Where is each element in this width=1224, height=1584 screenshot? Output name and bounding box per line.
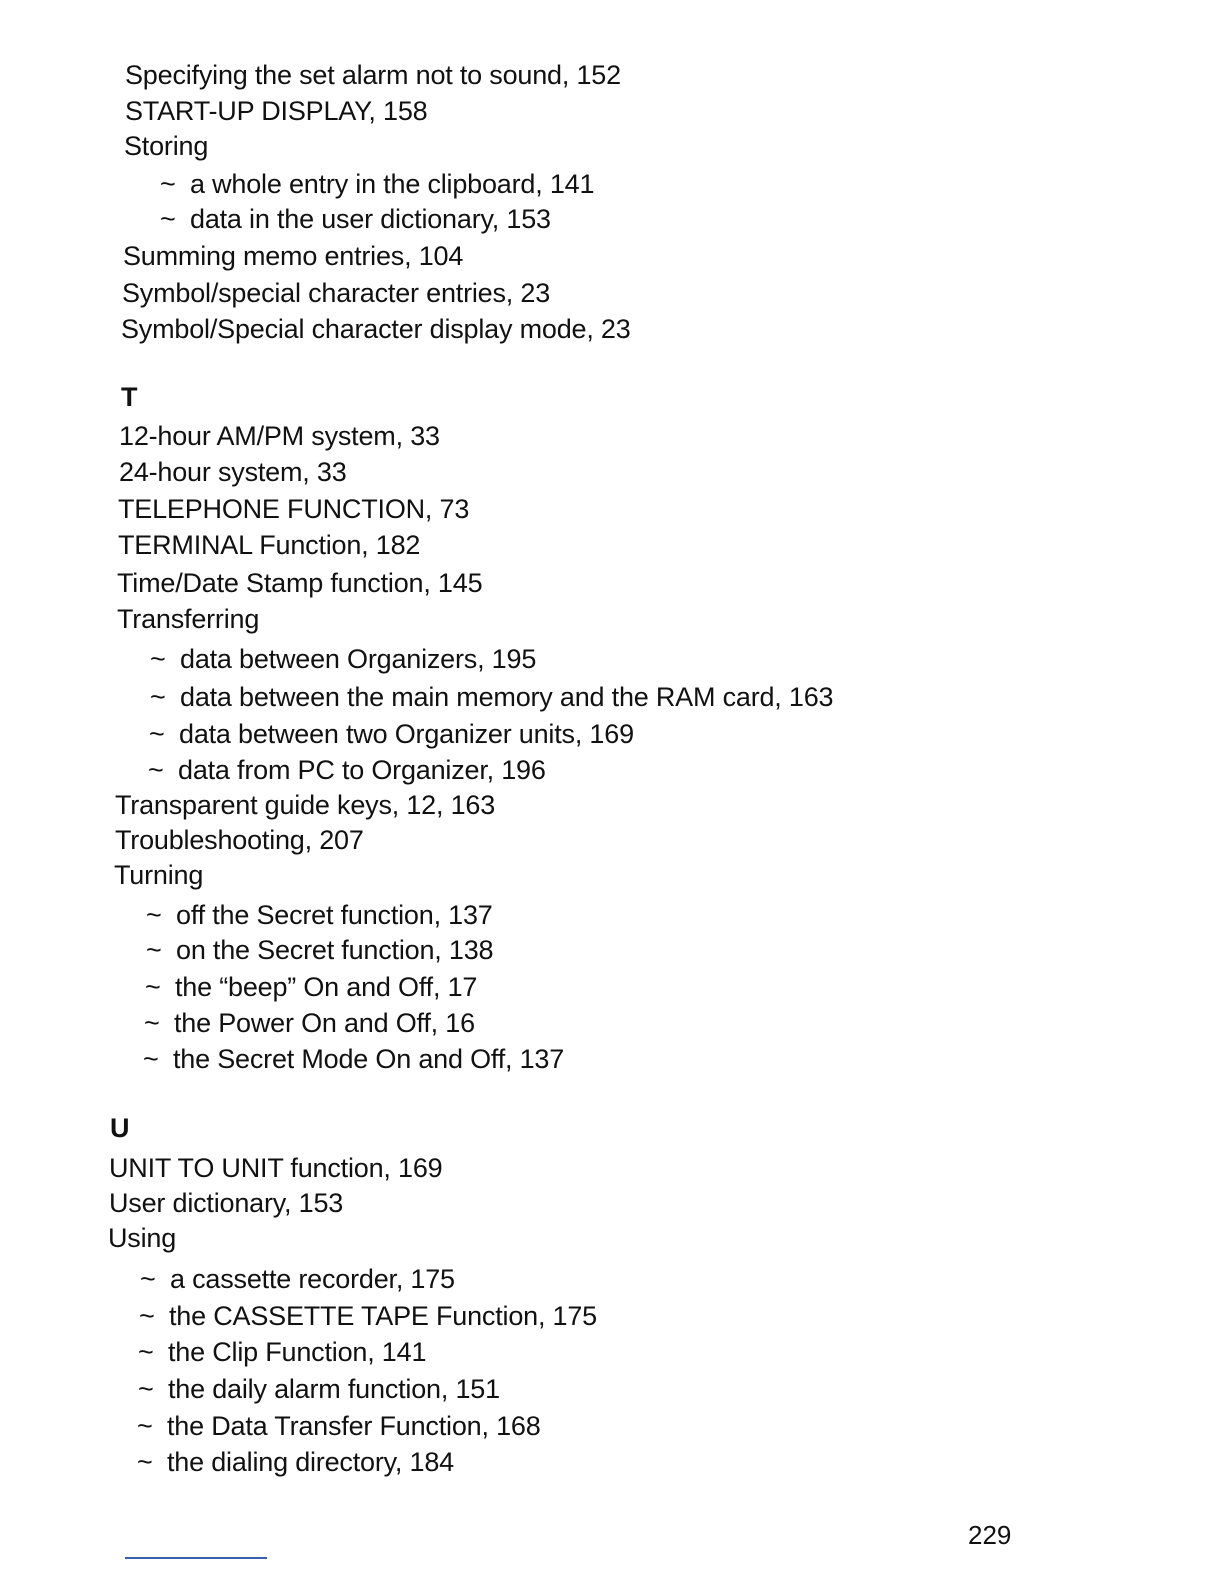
- index-entry: Symbol/Special character display mode, 23: [121, 314, 631, 344]
- index-entry: Transparent guide keys, 12, 163: [115, 790, 496, 820]
- tilde-mark: ~: [145, 972, 161, 1002]
- index-subentry: [139, 1300, 597, 1332]
- subentry-text: the dialing directory, 184: [167, 1447, 454, 1477]
- tilde-mark: ~: [138, 1374, 154, 1404]
- subentry-text: a cassette recorder, 175: [170, 1264, 455, 1294]
- index-entry: User dictionary, 153: [109, 1188, 344, 1218]
- tilde-mark: ~: [160, 204, 176, 234]
- index-subentry: [160, 203, 551, 235]
- footer-rule: [125, 1557, 267, 1559]
- index-subentry: [146, 899, 493, 931]
- tilde-mark: ~: [137, 1411, 153, 1441]
- tilde-mark: ~: [160, 169, 176, 199]
- index-entry: 12-hour AM/PM system, 33: [119, 421, 440, 451]
- index-subentry: [137, 1410, 541, 1442]
- index-entry: 24-hour system, 33: [119, 457, 347, 487]
- index-subentry: [150, 643, 536, 675]
- subentry-text: data from PC to Organizer, 196: [178, 755, 546, 785]
- tilde-mark: ~: [144, 1008, 160, 1038]
- index-entry: Summing memo entries, 104: [123, 241, 464, 271]
- subentry-text: the Power On and Off, 16: [174, 1008, 475, 1038]
- index-entry: Storing: [124, 131, 209, 161]
- subentry-text: the Data Transfer Function, 168: [167, 1411, 541, 1441]
- subentry-text: the “beep” On and Off, 17: [175, 972, 478, 1002]
- subentry-text: the Secret Mode On and Off, 137: [173, 1044, 565, 1074]
- index-entry: TELEPHONE FUNCTION, 73: [118, 494, 470, 524]
- subentry-text: data between the main memory and the RAM card, 163: [180, 682, 834, 712]
- subentry-text: a whole entry in the clipboard, 141: [190, 169, 595, 199]
- tilde-mark: ~: [137, 1447, 153, 1477]
- page-number: 229: [968, 1520, 1012, 1550]
- tilde-mark: ~: [139, 1301, 155, 1331]
- tilde-mark: ~: [150, 682, 166, 712]
- tilde-mark: ~: [149, 719, 165, 749]
- index-subentry: [140, 1263, 455, 1295]
- index-entry: Using: [108, 1223, 177, 1253]
- subentry-text: data between two Organizer units, 169: [179, 719, 634, 749]
- index-subentry: [150, 681, 833, 713]
- tilde-mark: ~: [150, 644, 166, 674]
- index-entry: TERMINAL Function, 182: [118, 530, 421, 560]
- index-subentry: [148, 754, 546, 786]
- index-entry: START-UP DISPLAY, 158: [125, 96, 428, 126]
- subentry-text: the Clip Function, 141: [168, 1337, 427, 1367]
- index-entry: Transferring: [117, 604, 260, 634]
- index-entry: Time/Date Stamp function, 145: [117, 568, 483, 598]
- index-subentry: [149, 718, 634, 750]
- index-entry: Specifying the set alarm not to sound, 152: [125, 60, 621, 90]
- subentry-text: on the Secret function, 138: [176, 935, 494, 965]
- tilde-mark: ~: [138, 1337, 154, 1367]
- tilde-mark: ~: [143, 1044, 159, 1074]
- subentry-text: data in the user dictionary, 153: [190, 204, 551, 234]
- index-entry: Turning: [114, 860, 204, 890]
- section-heading-t: T: [121, 382, 138, 412]
- index-entry: Troubleshooting, 207: [115, 825, 364, 855]
- tilde-mark: ~: [146, 900, 162, 930]
- section-heading-u: U: [110, 1113, 130, 1143]
- tilde-mark: ~: [146, 935, 162, 965]
- subentry-text: off the Secret function, 137: [176, 900, 493, 930]
- index-subentry: [138, 1336, 426, 1368]
- index-subentry: [144, 1007, 475, 1039]
- subentry-text: the daily alarm function, 151: [168, 1374, 500, 1404]
- subentry-text: the CASSETTE TAPE Function, 175: [169, 1301, 598, 1331]
- index-subentry: [146, 934, 493, 966]
- index-subentry: [138, 1373, 500, 1405]
- tilde-mark: ~: [148, 755, 164, 785]
- index-subentry: [160, 168, 594, 200]
- tilde-mark: ~: [140, 1264, 156, 1294]
- index-subentry: [137, 1446, 454, 1478]
- index-entry: Symbol/special character entries, 23: [122, 278, 551, 308]
- index-subentry: [143, 1043, 564, 1075]
- subentry-text: data between Organizers, 195: [180, 644, 537, 674]
- index-subentry: [145, 971, 477, 1003]
- index-entry: UNIT TO UNIT function, 169: [109, 1153, 443, 1183]
